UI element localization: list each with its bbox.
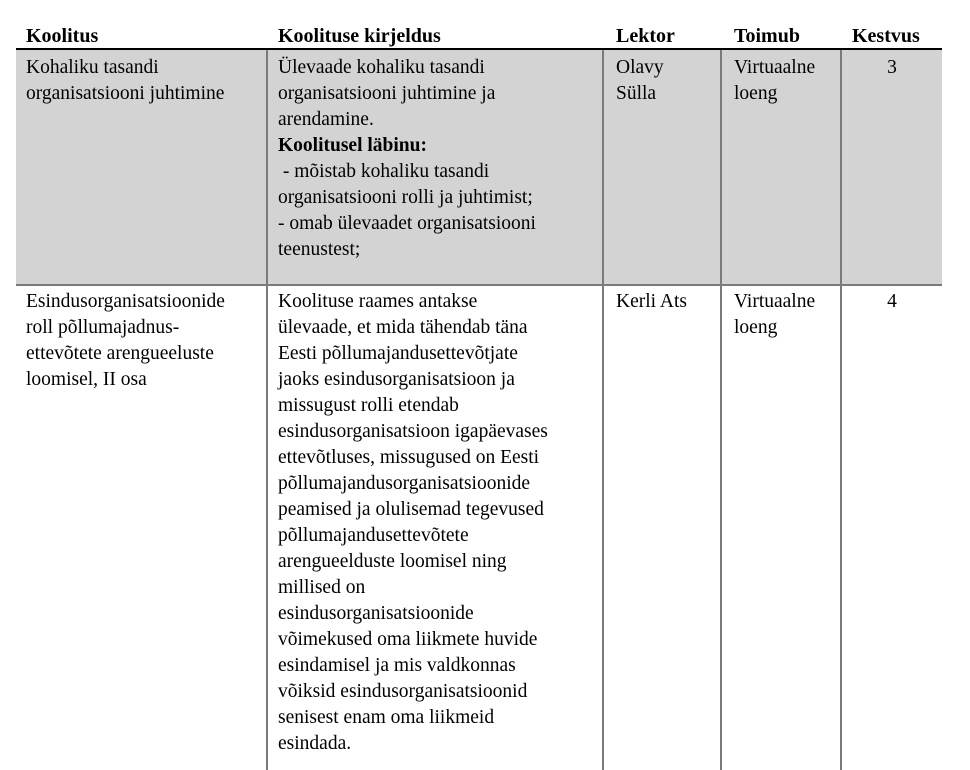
description-line: Eesti põllumajandusettevõtjate: [278, 343, 518, 364]
description-line: ettevõtluses, missugused on Eesti: [278, 447, 540, 468]
header-duration: Kestvus: [852, 25, 920, 47]
description-line: senisest enam oma liikmeid: [278, 707, 495, 728]
row-2-description: [278, 289, 600, 757]
format-line: Virtuaalne: [734, 57, 816, 78]
outcome-line: - omab ülevaadet organisatsiooni: [278, 213, 536, 234]
column-divider: [266, 50, 268, 770]
row-1-course: [26, 55, 262, 107]
header-course: Koolitus: [26, 25, 99, 47]
row-divider: [16, 284, 942, 286]
row-1-description: [278, 55, 600, 263]
description-line: põllumajandusorganisatsioonide: [278, 473, 531, 494]
description-line: võiksid esindusorganisatsioonid: [278, 681, 528, 702]
format-line: Virtuaalne: [734, 291, 816, 312]
description-line: esindusorganisatsioonide: [278, 603, 474, 624]
description-line: põllumajandusettevõtete: [278, 525, 469, 546]
column-divider: [840, 50, 842, 770]
format-line: loeng: [734, 83, 778, 104]
row-2-duration: 4: [887, 291, 897, 312]
course-line: roll põllumajadnus-: [26, 317, 180, 338]
course-line: Esindusorganisatsioonide: [26, 291, 225, 312]
column-divider: [602, 50, 604, 770]
course-line: ettevõtete arengueeluste: [26, 343, 214, 364]
outcomes-heading: Koolitusel läbinu:: [278, 135, 427, 156]
description-line: ülevaade, et mida tähendab täna: [278, 317, 528, 338]
description-line: missugust rolli etendab: [278, 395, 459, 416]
row-1-lecturer: [616, 55, 716, 107]
description-line: organisatsiooni juhtimine ja: [278, 83, 496, 104]
course-line: Kohaliku tasandi: [26, 57, 159, 78]
outcome-line: teenustest;: [278, 239, 361, 260]
outcome-line: organisatsiooni rolli ja juhtimist;: [278, 187, 533, 208]
lecturer-line: Olavy: [616, 57, 664, 78]
header-format: Toimub: [734, 25, 800, 47]
format-line: loeng: [734, 317, 778, 338]
header-rule: [16, 48, 942, 50]
lecturer-line: Sülla: [616, 83, 657, 104]
description-line: arendamine.: [278, 109, 374, 130]
description-line: võimekused oma liikmete huvide: [278, 629, 538, 650]
description-line: esindamisel ja mis valdkonnas: [278, 655, 516, 676]
course-line: organisatsiooni juhtimine: [26, 83, 225, 104]
outcome-line: - mõistab kohaliku tasandi: [278, 161, 490, 182]
description-line: Ülevaade kohaliku tasandi: [278, 57, 485, 78]
row-1-duration: 3: [887, 57, 897, 78]
header-lecturer: Lektor: [616, 25, 675, 47]
description-line: peamised ja olulisemad tegevused: [278, 499, 544, 520]
description-line: arengueelduste loomisel ning: [278, 551, 507, 572]
description-line: Koolituse raames antakse: [278, 291, 478, 312]
description-line: esindusorganisatsioon igapäevases: [278, 421, 548, 442]
description-line: esindada.: [278, 733, 352, 754]
row-2-lecturer: [616, 289, 716, 315]
lecturer-line: Kerli Ats: [616, 291, 687, 312]
row-2-format: [734, 289, 838, 341]
description-line: jaoks esindusorganisatsioon ja: [278, 369, 515, 390]
header-description: Koolituse kirjeldus: [278, 25, 441, 47]
column-divider: [720, 50, 722, 770]
course-line: loomisel, II osa: [26, 369, 147, 390]
row-1-format: [734, 55, 838, 107]
row-2-course: [26, 289, 264, 393]
description-line: millised on: [278, 577, 366, 598]
